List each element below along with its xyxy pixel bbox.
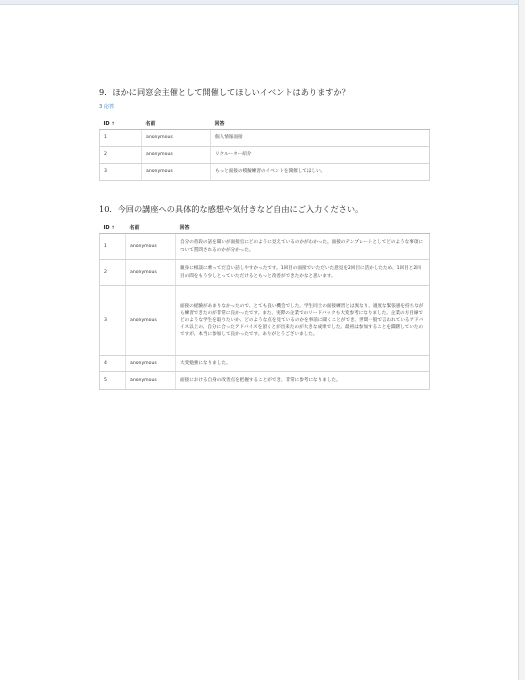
question-10-title: 10．今回の講座への具体的な感想や気付きなど自由にご入力ください。 xyxy=(99,204,364,214)
id-cell: 3 xyxy=(100,164,142,181)
sort-up-icon[interactable]: ↑ xyxy=(111,121,116,127)
answer-column-header[interactable]: 回答 xyxy=(176,222,430,234)
table-row xyxy=(100,260,430,286)
name-cell: anonymous xyxy=(126,260,176,286)
table-row xyxy=(100,164,430,181)
table-header-row xyxy=(100,118,430,130)
id-cell: 1 xyxy=(100,130,142,147)
name-cell: anonymous xyxy=(126,356,176,372)
name-column-header[interactable]: 名前 xyxy=(142,118,211,130)
question-9-table xyxy=(99,118,430,181)
id-cell: 5 xyxy=(100,372,126,390)
question-10-section xyxy=(99,204,430,390)
answer-cell: 大変勉強になりました。 xyxy=(176,356,430,372)
table-row xyxy=(100,130,430,147)
table-header-row xyxy=(100,222,430,234)
answer-cell: 個人情報面接 xyxy=(211,130,430,147)
id-column-header[interactable]: ID ↑ xyxy=(100,222,126,234)
scrollbar-track[interactable] xyxy=(518,0,525,680)
answer-cell: 面接における自身の改善点を把握することができ、非常に参考になりました。 xyxy=(176,372,430,390)
question-10-table xyxy=(99,222,430,390)
question-9-section xyxy=(99,87,430,181)
name-cell: anonymous xyxy=(126,286,176,356)
name-cell: anonymous xyxy=(142,164,211,181)
name-cell: anonymous xyxy=(126,372,176,390)
table-row xyxy=(100,356,430,372)
answer-column-header[interactable]: 回答 xyxy=(211,118,430,130)
id-column-header[interactable]: ID ↑ xyxy=(100,118,142,130)
sort-up-icon[interactable]: ↑ xyxy=(111,225,116,231)
question-9-table-body xyxy=(100,130,430,181)
table-row xyxy=(100,234,430,260)
answer-cell: もっと面接の模擬練習のイベントを開催してほしい。 xyxy=(211,164,430,181)
table-row xyxy=(100,372,430,390)
answer-cell: 面接の経験があまりなかったので、とても良い機会でした。学生同士の面接練習とは異なり、適度な緊張感を持ちながら練習できたのが非常に良かったです。また、実際の企業でのリードバックも大変参考になりました。企業の方目線でどのような学生を取りたいか、どのような点を見ているのかを事前に聞くことができ、世間一般で言われているアドバイス以上の、自分に合ったアドバイスを頂くとが出来たのが大きな成果でした。最初は参加することを躊躇していたのですが、本当に参加して良かったです。ありがとうございました。 xyxy=(176,286,430,356)
id-cell: 1 xyxy=(100,234,126,260)
question-9-title: 9．ほかに同窓会主催として開催してほしいイベントはありますか？ xyxy=(99,87,350,97)
name-cell: anonymous xyxy=(142,130,211,147)
table-row xyxy=(100,286,430,356)
window-top-bar xyxy=(0,0,525,5)
name-cell: anonymous xyxy=(142,147,211,164)
id-cell: 2 xyxy=(100,260,126,286)
answer-cell: リクルーター紹介 xyxy=(211,147,430,164)
question-10-table-body xyxy=(100,234,430,390)
id-cell: 2 xyxy=(100,147,142,164)
answer-cell: 親身に相談に乗ってだ自い話しやすかったです。1回目の面接でいただいた意見を2回目に活かしたため、1回目と2回目の間をもう少しとっていただけるともっと改善ができたかなと思います。 xyxy=(176,260,430,286)
name-column-header[interactable]: 名前 xyxy=(126,222,176,234)
table-row xyxy=(100,147,430,164)
id-cell: 4 xyxy=(100,356,126,372)
name-cell: anonymous xyxy=(126,234,176,260)
id-cell: 3 xyxy=(100,286,126,356)
answer-cell: 自分の普段の話を聞いが面接官にどのように見えているのかがわかった。面接のテンプレートとしてどのような事項について質問されるのかが分かった。 xyxy=(176,234,430,260)
response-count-link[interactable]: 3 応答 xyxy=(99,104,115,110)
